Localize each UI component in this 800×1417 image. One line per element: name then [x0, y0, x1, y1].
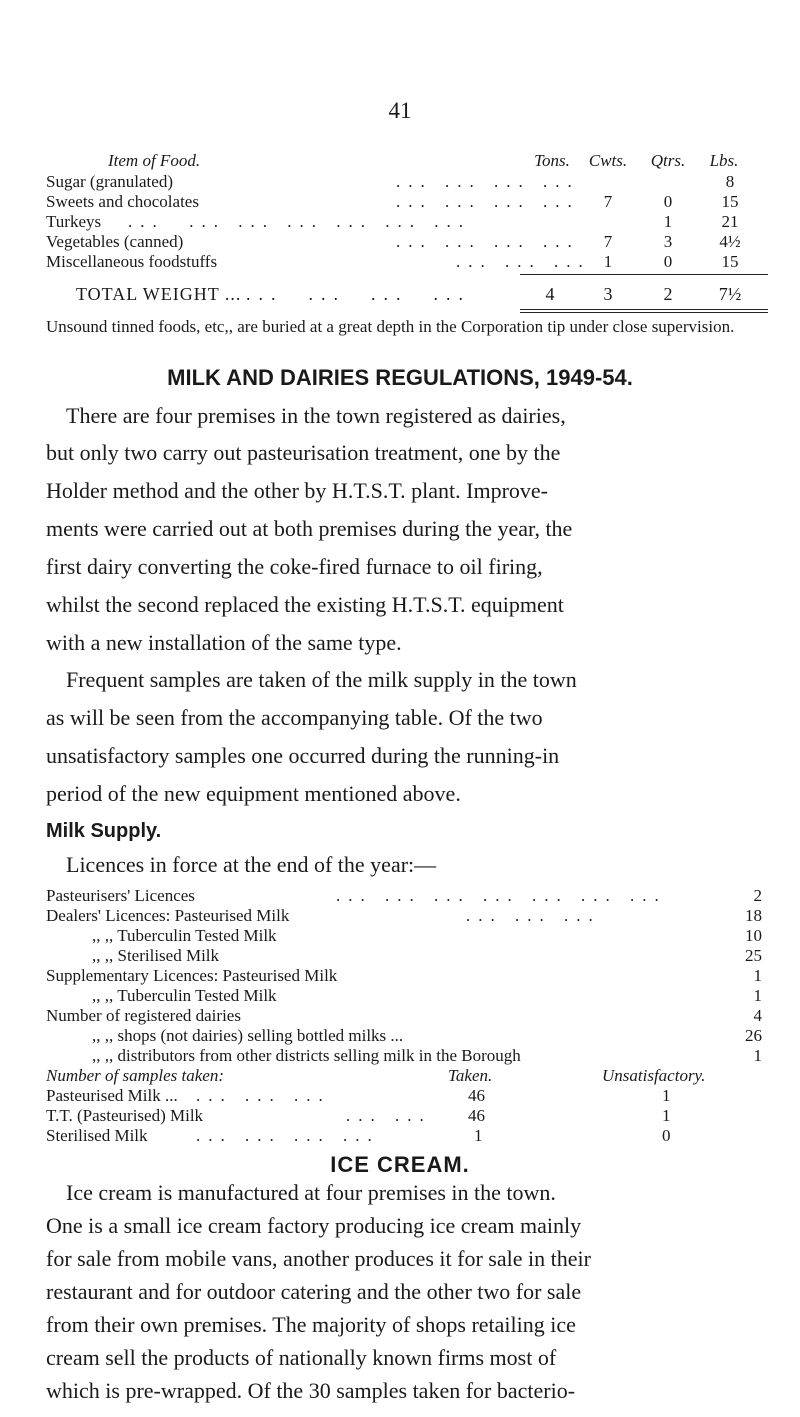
- text-line: unsatisfactory samples one occurred during the running-in: [46, 743, 560, 768]
- licence-value: 1: [753, 966, 762, 985]
- row-cwts: 1: [603, 252, 613, 271]
- text-line: with a new installation of the same type.: [46, 630, 402, 655]
- table-row: Miscellaneous foodstuffs ... ... ... 1 0 15: [0, 252, 800, 272]
- text-line: cream sell the products of nationally known firms most of: [46, 1345, 557, 1370]
- sample-taken: 46: [468, 1086, 485, 1105]
- list-item: ,, ,, Tuberculin Tested Milk: [92, 986, 277, 1005]
- row-qtrs: 3: [663, 232, 673, 251]
- header-cwts: Cwts.: [588, 151, 628, 170]
- total-lbs: 7½: [718, 284, 742, 304]
- text-line: One is a small ice cream factory producing ice cream mainly: [46, 1213, 582, 1238]
- samples-header-label: Number of samples taken:: [46, 1066, 225, 1085]
- text-line: Holder method and the other by H.T.S.T. plant. Improve-: [46, 478, 549, 503]
- row-item: Vegetables (canned): [46, 232, 184, 251]
- page-number: 41: [388, 98, 412, 123]
- table-double-rule-2: [520, 312, 768, 313]
- text-line: restaurant and for outdoor catering and the other two for sale: [46, 1279, 582, 1304]
- row-item: Miscellaneous foodstuffs: [46, 252, 218, 271]
- row-lbs: 15: [721, 252, 739, 271]
- sample-unsat: 0: [662, 1126, 671, 1145]
- list-item: Dealers' Licences: Pasteurised Milk ... ... ...: [46, 906, 601, 925]
- list-item: Number of registered dairies: [46, 1006, 241, 1025]
- row-cwts: 7: [603, 192, 613, 211]
- list-item: Pasteurisers' Licences ... ... ... ... ... ... ...: [46, 886, 667, 905]
- food-table-header: [0, 151, 800, 171]
- row-lbs: 15: [721, 192, 739, 211]
- row-item: Turkeys: [46, 212, 102, 231]
- row-lbs: 4½: [719, 232, 741, 251]
- text-line: period of the new equipment mentioned above.: [46, 781, 461, 806]
- text-line: for sale from mobile vans, another produces it for sale in their: [46, 1246, 591, 1271]
- table-row: Pasteurised Milk ... ... ... ...: [46, 1086, 331, 1105]
- row-qtrs: 0: [663, 192, 673, 211]
- table-row: Sterilised Milk ... ... ... ...: [46, 1126, 380, 1145]
- licence-value: 2: [753, 886, 762, 905]
- total-label: TOTAL WEIGHT ...: [76, 284, 242, 304]
- row-item: Sugar (granulated): [46, 172, 173, 191]
- licences-intro: Licences in force at the end of the year:—: [66, 852, 437, 877]
- text-line: from their own premises. The majority of shops retailing ice: [46, 1312, 576, 1337]
- licence-value: 10: [745, 926, 762, 945]
- text-line: ments were carried out at both premises during the year, the: [46, 516, 573, 541]
- row-lbs: 8: [725, 172, 735, 191]
- text-line: first dairy converting the coke-fired furnace to oil firing,: [46, 554, 543, 579]
- samples-header-taken: Taken.: [448, 1066, 493, 1085]
- text-line: Ice cream is manufactured at four premises in the town.: [66, 1180, 556, 1205]
- list-item: ,, ,, shops (not dairies) selling bottled milks ...: [92, 1026, 404, 1045]
- sample-taken: 1: [474, 1126, 483, 1145]
- sample-unsat: 1: [662, 1106, 671, 1125]
- text-line: as will be seen from the accompanying table. Of the two: [46, 705, 543, 730]
- row-item: Sweets and chocolates: [46, 192, 199, 211]
- milk-supply-heading: Milk Supply.: [46, 820, 162, 842]
- licence-value: 4: [753, 1006, 762, 1025]
- sample-label: T.T. (Pasteurised) Milk: [46, 1106, 204, 1125]
- licence-value: 1: [753, 986, 762, 1005]
- licence-value: 1: [753, 1046, 762, 1065]
- table-row: Vegetables (canned) ... ... ... ... 7 3 4½: [0, 232, 800, 252]
- total-qtrs: 2: [663, 284, 673, 304]
- sample-taken: 46: [468, 1106, 485, 1125]
- header-item: Item of Food.: [108, 151, 201, 170]
- row-lbs: 21: [721, 212, 739, 231]
- ice-cream-heading: ICE CREAM.: [330, 1152, 470, 1177]
- table-row: T.T. (Pasteurised) Milk ... ...: [46, 1106, 432, 1125]
- header-tons: Tons.: [534, 151, 570, 170]
- table-double-rule-1: [520, 309, 768, 310]
- row-cwts: 7: [603, 232, 613, 251]
- sample-label: Sterilised Milk: [46, 1126, 148, 1145]
- text-line-overflow: which is pre-wrapped. Of the 30 samples taken for bacterio-: [46, 1378, 576, 1403]
- list-item: Supplementary Licences: Pasteurised Milk: [46, 966, 338, 985]
- text-line: Frequent samples are taken of the milk supply in the town: [66, 667, 577, 692]
- text-line: whilst the second replaced the existing H.T.S.T. equipment: [46, 592, 564, 617]
- text-line: There are four premises in the town registered as dairies,: [66, 403, 566, 428]
- samples-header-unsat: Unsatisfactory.: [602, 1066, 706, 1085]
- row-qtrs: 1: [663, 212, 673, 231]
- milk-heading: MILK AND DAIRIES REGULATIONS, 1949-54.: [167, 365, 633, 390]
- list-item: ,, ,, Tuberculin Tested Milk: [92, 926, 277, 945]
- licence-value: 18: [745, 906, 762, 925]
- table-row: Sweets and chocolates ... ... ... ... 7 0 15: [0, 192, 800, 212]
- unsound-note: Unsound tinned foods, etc,, are buried at a great depth in the Corporation tip under close supervision.: [46, 317, 735, 336]
- table-row: Sugar (granulated) ... ... ... ... 8: [0, 172, 800, 192]
- table-total-row: TOTAL WEIGHT ... ... ... ... ... 4 3 2 7½: [0, 284, 800, 306]
- sample-unsat: 1: [662, 1086, 671, 1105]
- table-row: Turkeys ... ... ... ... ... ... ... 1 21: [0, 212, 800, 232]
- header-lbs: Lbs.: [709, 151, 739, 170]
- list-item: ,, ,, distributors from other districts selling milk in the Borough: [92, 1046, 521, 1065]
- total-cwts: 3: [603, 284, 613, 304]
- header-qtrs: Qtrs.: [650, 151, 686, 170]
- row-qtrs: 0: [663, 252, 673, 271]
- licence-value: 26: [745, 1026, 762, 1045]
- licence-value: 25: [745, 946, 762, 965]
- list-item: ,, ,, Sterilised Milk: [92, 946, 220, 965]
- total-tons: 4: [545, 284, 555, 304]
- text-line: but only two carry out pasteurisation treatment, one by the: [46, 440, 561, 465]
- table-rule: [520, 274, 768, 275]
- sample-label: Pasteurised Milk ...: [46, 1086, 178, 1105]
